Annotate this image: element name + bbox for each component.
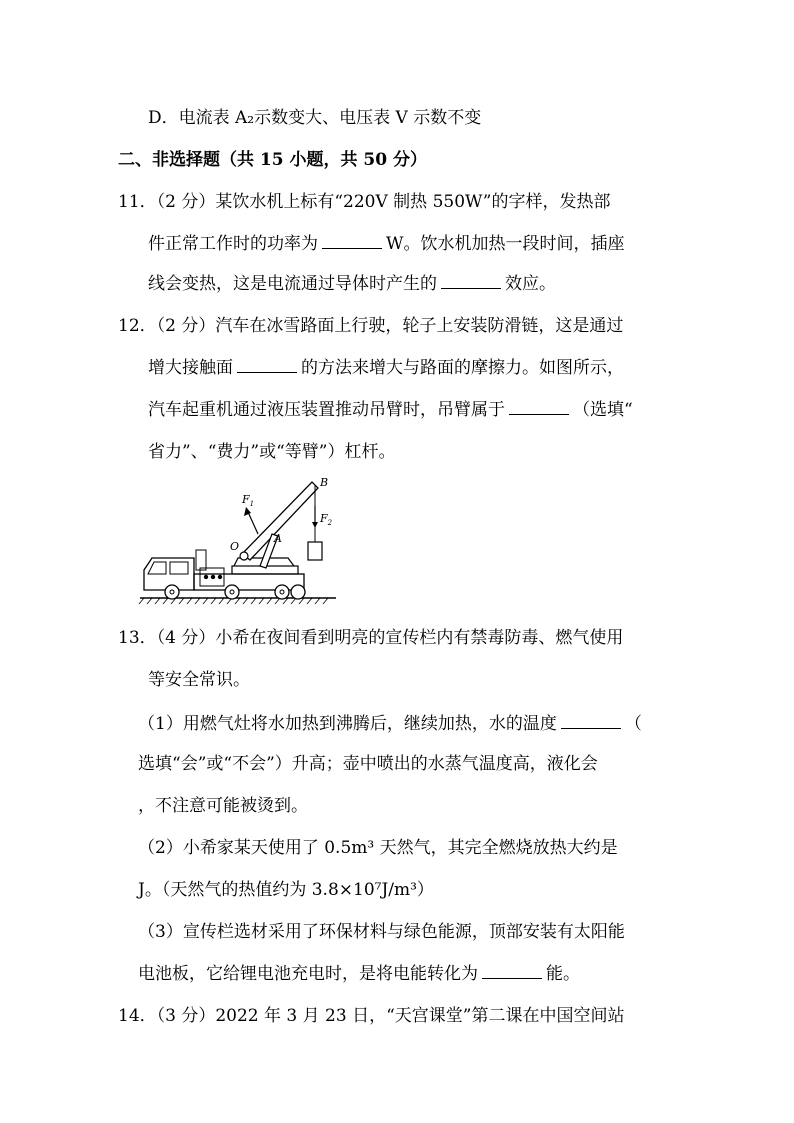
engine-bolt: [218, 575, 222, 579]
crane-boom: [242, 482, 318, 560]
engine-bolt: [204, 575, 208, 579]
q13-line5: ，不注意可能被烫到。: [138, 796, 308, 816]
q12-text: 增大接触面: [148, 358, 233, 378]
force-f1-arrow: [248, 512, 258, 534]
label-a: A: [274, 532, 282, 545]
q11-text: 效应。: [505, 274, 556, 294]
crane-diagram: [138, 470, 338, 615]
q13-line4: 选填“会”或“不会”）升高；壶中喷出的水蒸气温度高，液化会: [138, 754, 598, 774]
engine-bolt: [211, 575, 215, 579]
wheel: [225, 585, 239, 599]
answer-blank: [561, 712, 621, 729]
q13-line6: （2）小希家某天使用了 0.5m³ 天然气，其完全燃烧放热大约是: [138, 838, 618, 858]
wheel: [291, 585, 305, 599]
label-f1: $F_1$: [242, 493, 255, 508]
q12-text: 的方法来增大与路面的摩擦力。如图所示，: [301, 358, 624, 378]
answer-blank: [237, 356, 297, 373]
q11-line2: [148, 232, 624, 256]
pivot-o: [240, 552, 248, 560]
cab-window: [148, 562, 166, 574]
q14-line1: 14．（3 分）2022 年 3 月 23 日，“天宫课堂”第二课在中国空间站: [118, 1006, 625, 1026]
label-o: O: [230, 540, 240, 553]
q11-text: 件正常工作时的功率为: [148, 234, 318, 254]
q12-text: 汽车起重机通过液压装置推动吊臂时，吊臂属于: [148, 400, 505, 420]
label-f2: $F_2$: [320, 512, 333, 527]
q13-line7: J。（天然气的热值约为 3.8×10⁷J/m³）: [138, 880, 434, 900]
label-b: B: [320, 476, 329, 489]
answer-blank: [509, 398, 569, 415]
crane-truck-figure: [138, 470, 338, 615]
f1-arrowhead: [244, 507, 251, 516]
q13-line8: （3）宣传栏选材采用了环保材料与绿色能源，顶部安装有太阳能: [138, 922, 625, 942]
q11-text: W。饮水机加热一段时间，插座: [386, 234, 625, 254]
q13-line2: 等安全常识。: [148, 670, 250, 690]
q13-text: （: [624, 714, 642, 734]
q13-text: 电池板，它给锂电池充电时，是将电能转化为: [138, 964, 478, 984]
q12-line2: [148, 356, 624, 380]
q12-line3: [148, 398, 633, 422]
wheel: [275, 585, 289, 599]
load-block: [308, 542, 322, 560]
q12-line4: 省力”、“费力”或“等臂”）杠杆。: [148, 442, 396, 462]
q11-line1: 11．（2 分）某饮水机上标有“220V 制热 550W”的字样，发热部: [118, 192, 611, 212]
option-d: D．电流表 A₂示数变大、电压表 V 示数不变: [148, 108, 482, 128]
answer-blank: [322, 232, 382, 249]
q11-line3: [148, 272, 556, 296]
q12-line1: 12．（2 分）汽车在冰雪路面上行驶，轮子上安装防滑链，这是通过: [118, 316, 624, 336]
q11-text: 线会变热，这是电流通过导体时产生的: [148, 274, 437, 294]
wheel: [165, 585, 179, 599]
f2-arrowhead: [312, 522, 318, 528]
q13-text: 能。: [546, 964, 580, 984]
section-heading: 二、非选择题（共 15 小题，共 50 分）: [118, 150, 427, 170]
q12-text: （选填“: [573, 400, 633, 420]
exhaust-stack: [196, 550, 206, 570]
q13-line9: [138, 962, 580, 986]
cab-window-2: [170, 562, 188, 574]
q13-line1: 13．（4 分）小希在夜间看到明亮的宣传栏内有禁毒防毒、燃气使用: [118, 628, 624, 648]
answer-blank: [441, 272, 501, 289]
q13-text: （1）用燃气灶将水加热到沸腾后，继续加热，水的温度: [138, 714, 557, 734]
q13-line3: [138, 712, 642, 736]
answer-blank: [482, 962, 542, 979]
